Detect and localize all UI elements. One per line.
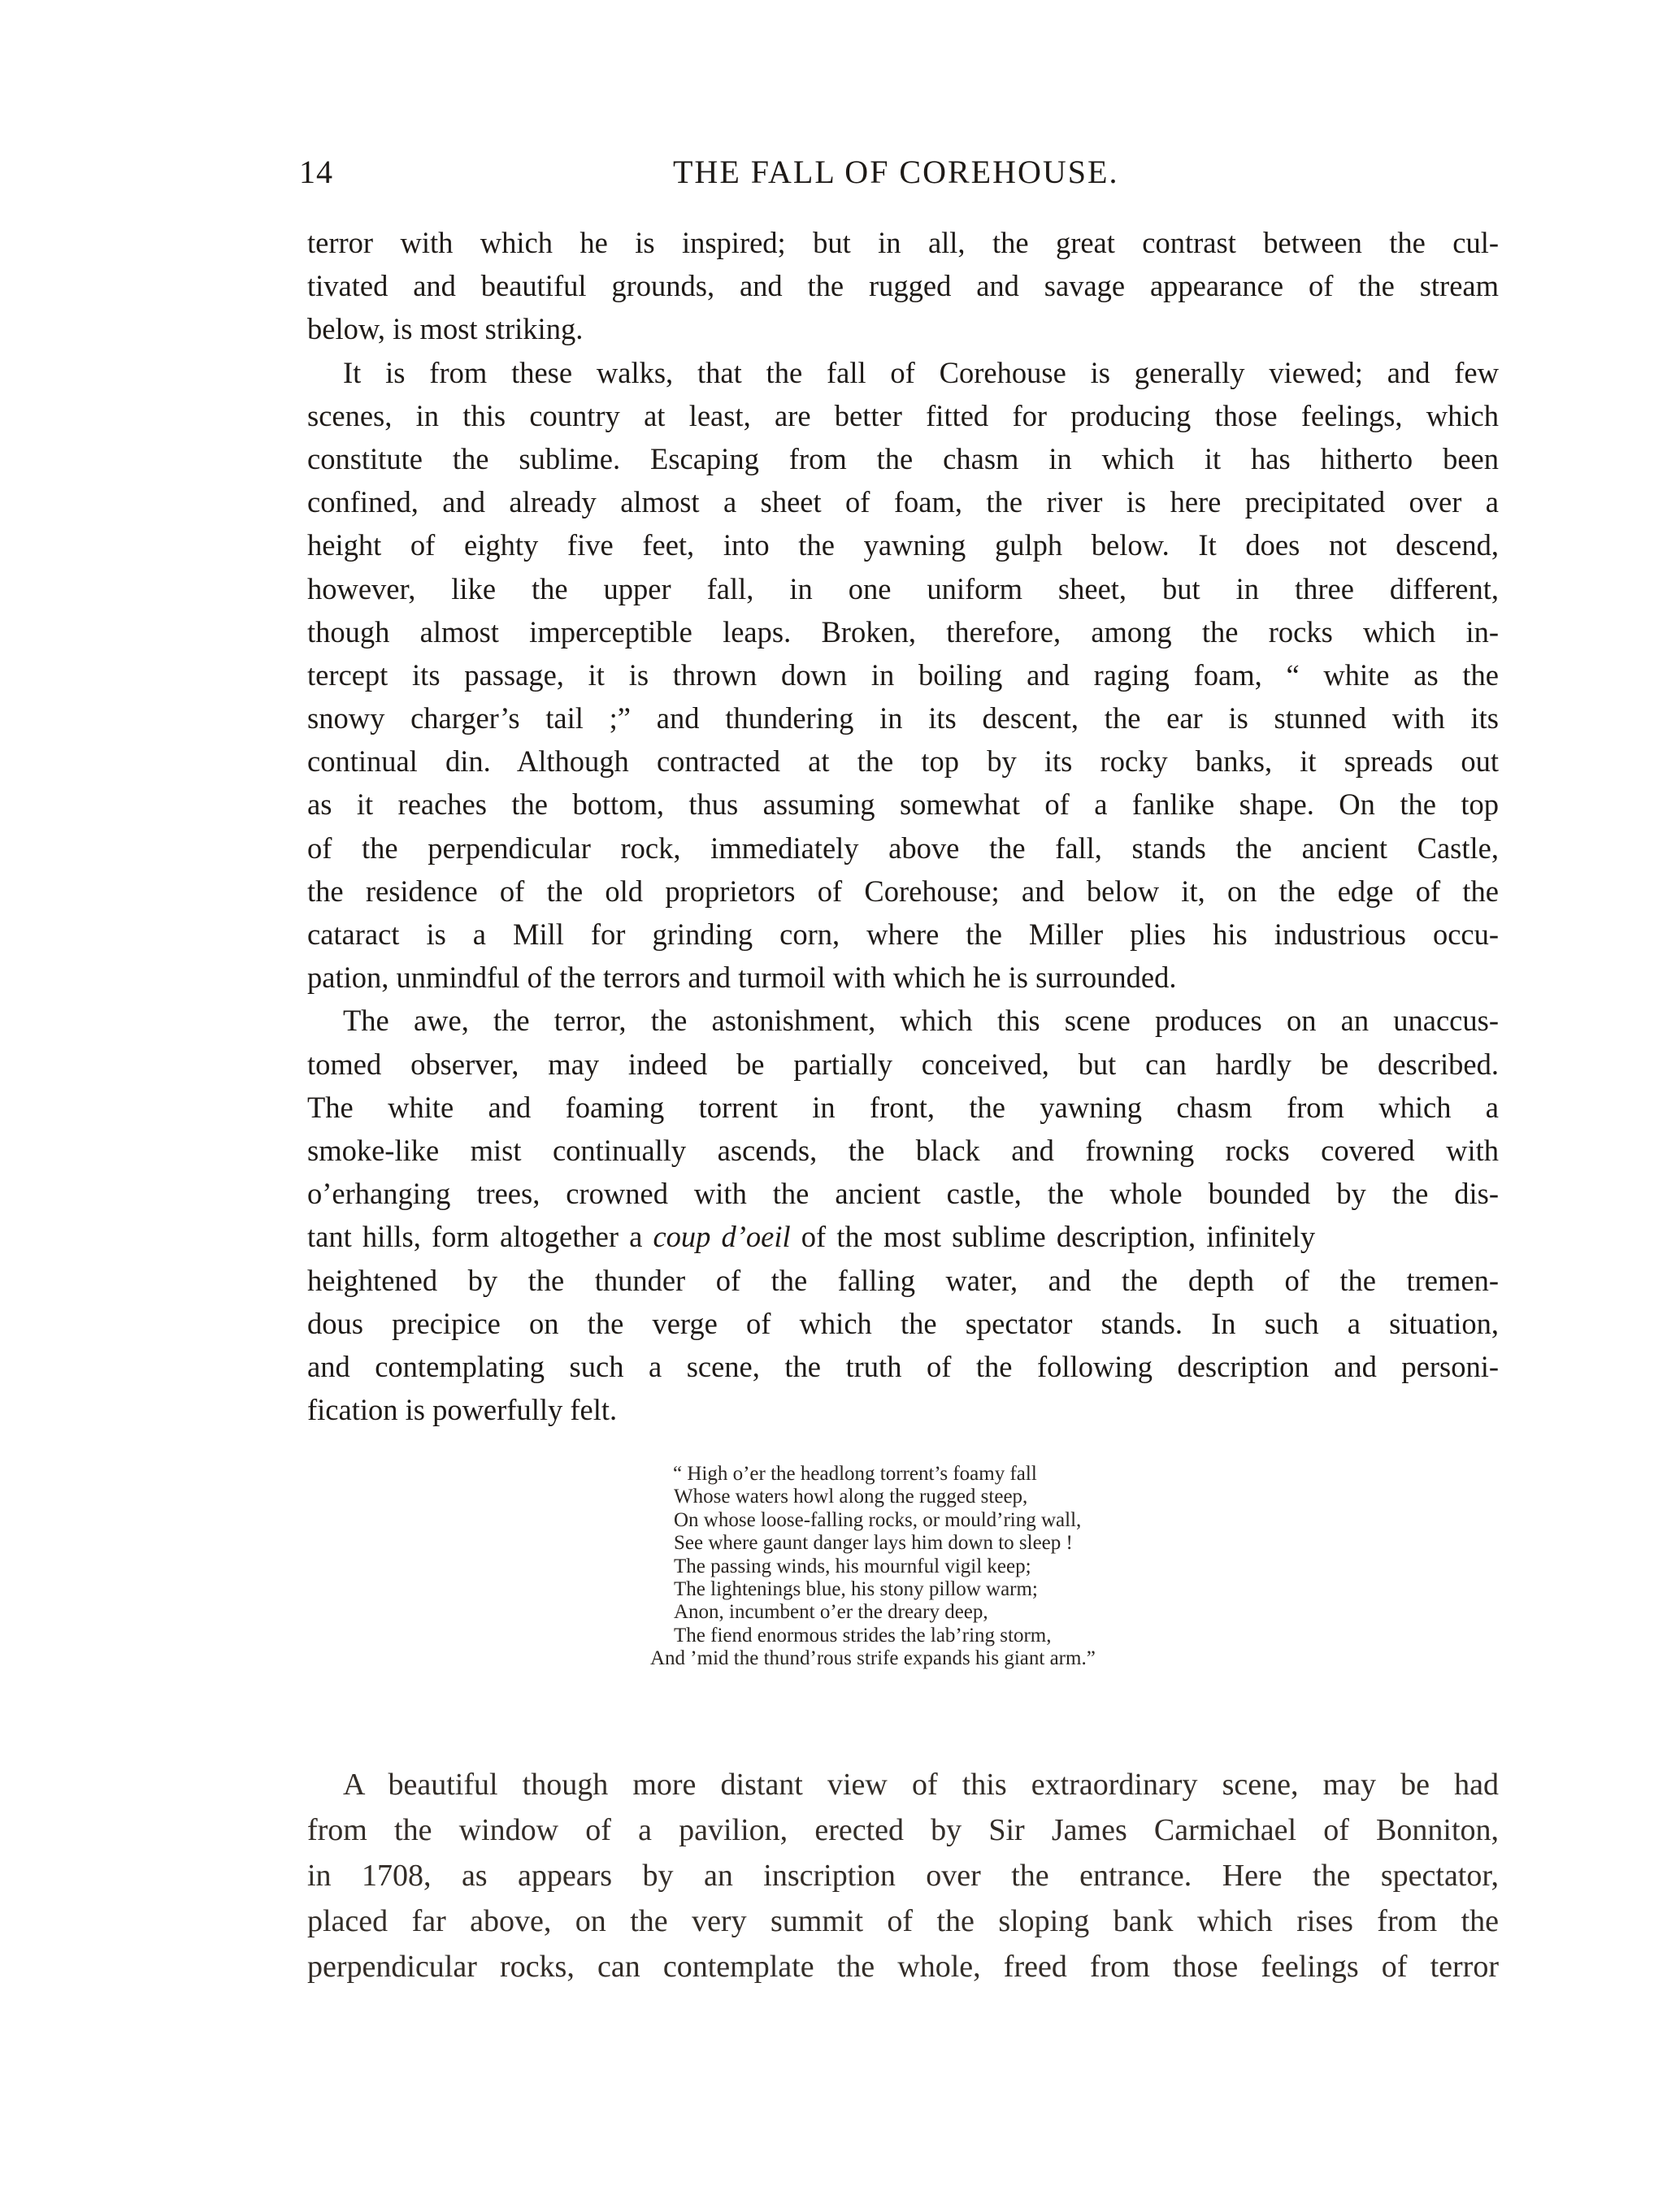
continuation-paragraph [307, 1762, 1499, 1989]
verse-line: See where gaunt danger lays him down to sleep ! [674, 1532, 1073, 1555]
text-line: scenes, in this country at least, are better fitted for producing those feelings, which [307, 398, 1499, 432]
text-line: It is from these walks, that the fall of Corehouse is generally viewed; and few [343, 355, 1499, 389]
text-line [307, 1215, 1499, 1258]
text-line: The awe, the terror, the astonishment, which this scene produces on an unaccus- [343, 1004, 1499, 1038]
verse-line: “ High o’er the headlong torrent’s foamy fall [673, 1463, 1037, 1485]
page-number: 14 [299, 154, 333, 190]
text-line: height of eighty five feet, into the yawning gulph below. It does not descend, [307, 528, 1499, 562]
verse-line: On whose loose-falling rocks, or mould’ring wall, [674, 1508, 1082, 1531]
verse-quotation [650, 1463, 1268, 1671]
text-line: constitute the sublime. Escaping from the chasm in which it has hitherto been [307, 441, 1499, 475]
text-line: however, like the upper fall, in one uniform sheet, but in three different, [307, 571, 1499, 605]
verse-line: Whose waters howl along the rugged steep, [674, 1486, 1028, 1508]
text-line: tivated and beautiful grounds, and the rugged and savage appearance of the stream [307, 269, 1499, 303]
verse-line: The fiend enormous strides the lab’ring storm, [674, 1624, 1052, 1647]
text-line: A beautiful though more distant view of this extraordinary scene, may be had [343, 1768, 1499, 1802]
verse-line: The lightenings blue, his stony pillow warm; [674, 1577, 1038, 1600]
text-line: terror with which he is inspired; but in all, the great contrast between the cul- [307, 226, 1499, 259]
verse-line: Anon, incumbent o’er the dreary deep, [674, 1601, 988, 1624]
text-line: smoke-like mist continually ascends, the black and frowning rocks covered with [307, 1133, 1499, 1167]
italic-phrase: coup d’oeil [653, 1220, 791, 1254]
text-line: pation, unmindful of the terrors and turmoil with which he is surrounded. [307, 961, 1177, 995]
text-line: heightened by the thunder of the falling water, and the depth of the tremen- [307, 1263, 1499, 1297]
text-line: tercept its passage, it is thrown down in boiling and raging foam, “ white as the [307, 657, 1499, 692]
text-line: cataract is a Mill for grinding corn, where the Miller plies his industrious occu- [307, 918, 1499, 951]
text-line: o’erhanging trees, crowned with the ancient castle, the whole bounded by the dis- [307, 1177, 1499, 1211]
text-line: dous precipice on the verge of which the spectator stands. In such a situation, [307, 1306, 1499, 1340]
text-line: continual din. Although contracted at the top by its rocky banks, it spreads out [307, 744, 1499, 779]
text-line: from the window of a pavilion, erected by Sir James Carmichael of Bonniton, [307, 1813, 1499, 1847]
text-line: as it reaches the bottom, thus assuming somewhat of a fanlike shape. On the top [307, 787, 1499, 822]
verse-line: And ’mid the thund’rous strife expands his giant arm.” [650, 1647, 1096, 1670]
text-line: and contemplating such a scene, the truth of the following description and personi- [307, 1349, 1499, 1383]
text-line: of the perpendicular rock, immediately above the fall, stands the ancient Castle, [307, 831, 1499, 865]
text-fragment: of the most sublime description, infinitely [801, 1220, 1316, 1254]
body-text [307, 221, 1499, 1431]
running-head [299, 153, 1499, 202]
text-line: in 1708, as appears by an inscription over the entrance. Here the spectator, [307, 1859, 1499, 1893]
running-title: THE FALL OF COREHOUSE. [673, 154, 1119, 190]
text-line: fication is powerfully felt. [307, 1393, 618, 1427]
verse-line: The passing winds, his mournful vigil keep; [674, 1555, 1031, 1577]
text-line: The white and foaming torrent in front, the yawning chasm from which a [307, 1090, 1499, 1124]
text-line: confined, and already almost a sheet of foam, the river is here precipitated over a [307, 485, 1499, 519]
text-line: though almost imperceptible leaps. Broken, therefore, among the rocks which in- [307, 614, 1499, 649]
text-fragment: tant hills, form altogether a [307, 1220, 643, 1254]
text-line: the residence of the old proprietors of Corehouse; and below it, on the edge of the [307, 874, 1499, 908]
text-line: tomed observer, may indeed be partially conceived, but can hardly be described. [307, 1047, 1499, 1081]
text-line: snowy charger’s tail ;” and thundering in its descent, the ear is stunned with its [307, 701, 1499, 735]
text-line: below, is most striking. [307, 312, 584, 346]
text-line: perpendicular rocks, can contemplate the whole, freed from those feelings of terror [307, 1950, 1499, 1984]
text-line: placed far above, on the very summit of the sloping bank which rises from the [307, 1904, 1499, 1938]
